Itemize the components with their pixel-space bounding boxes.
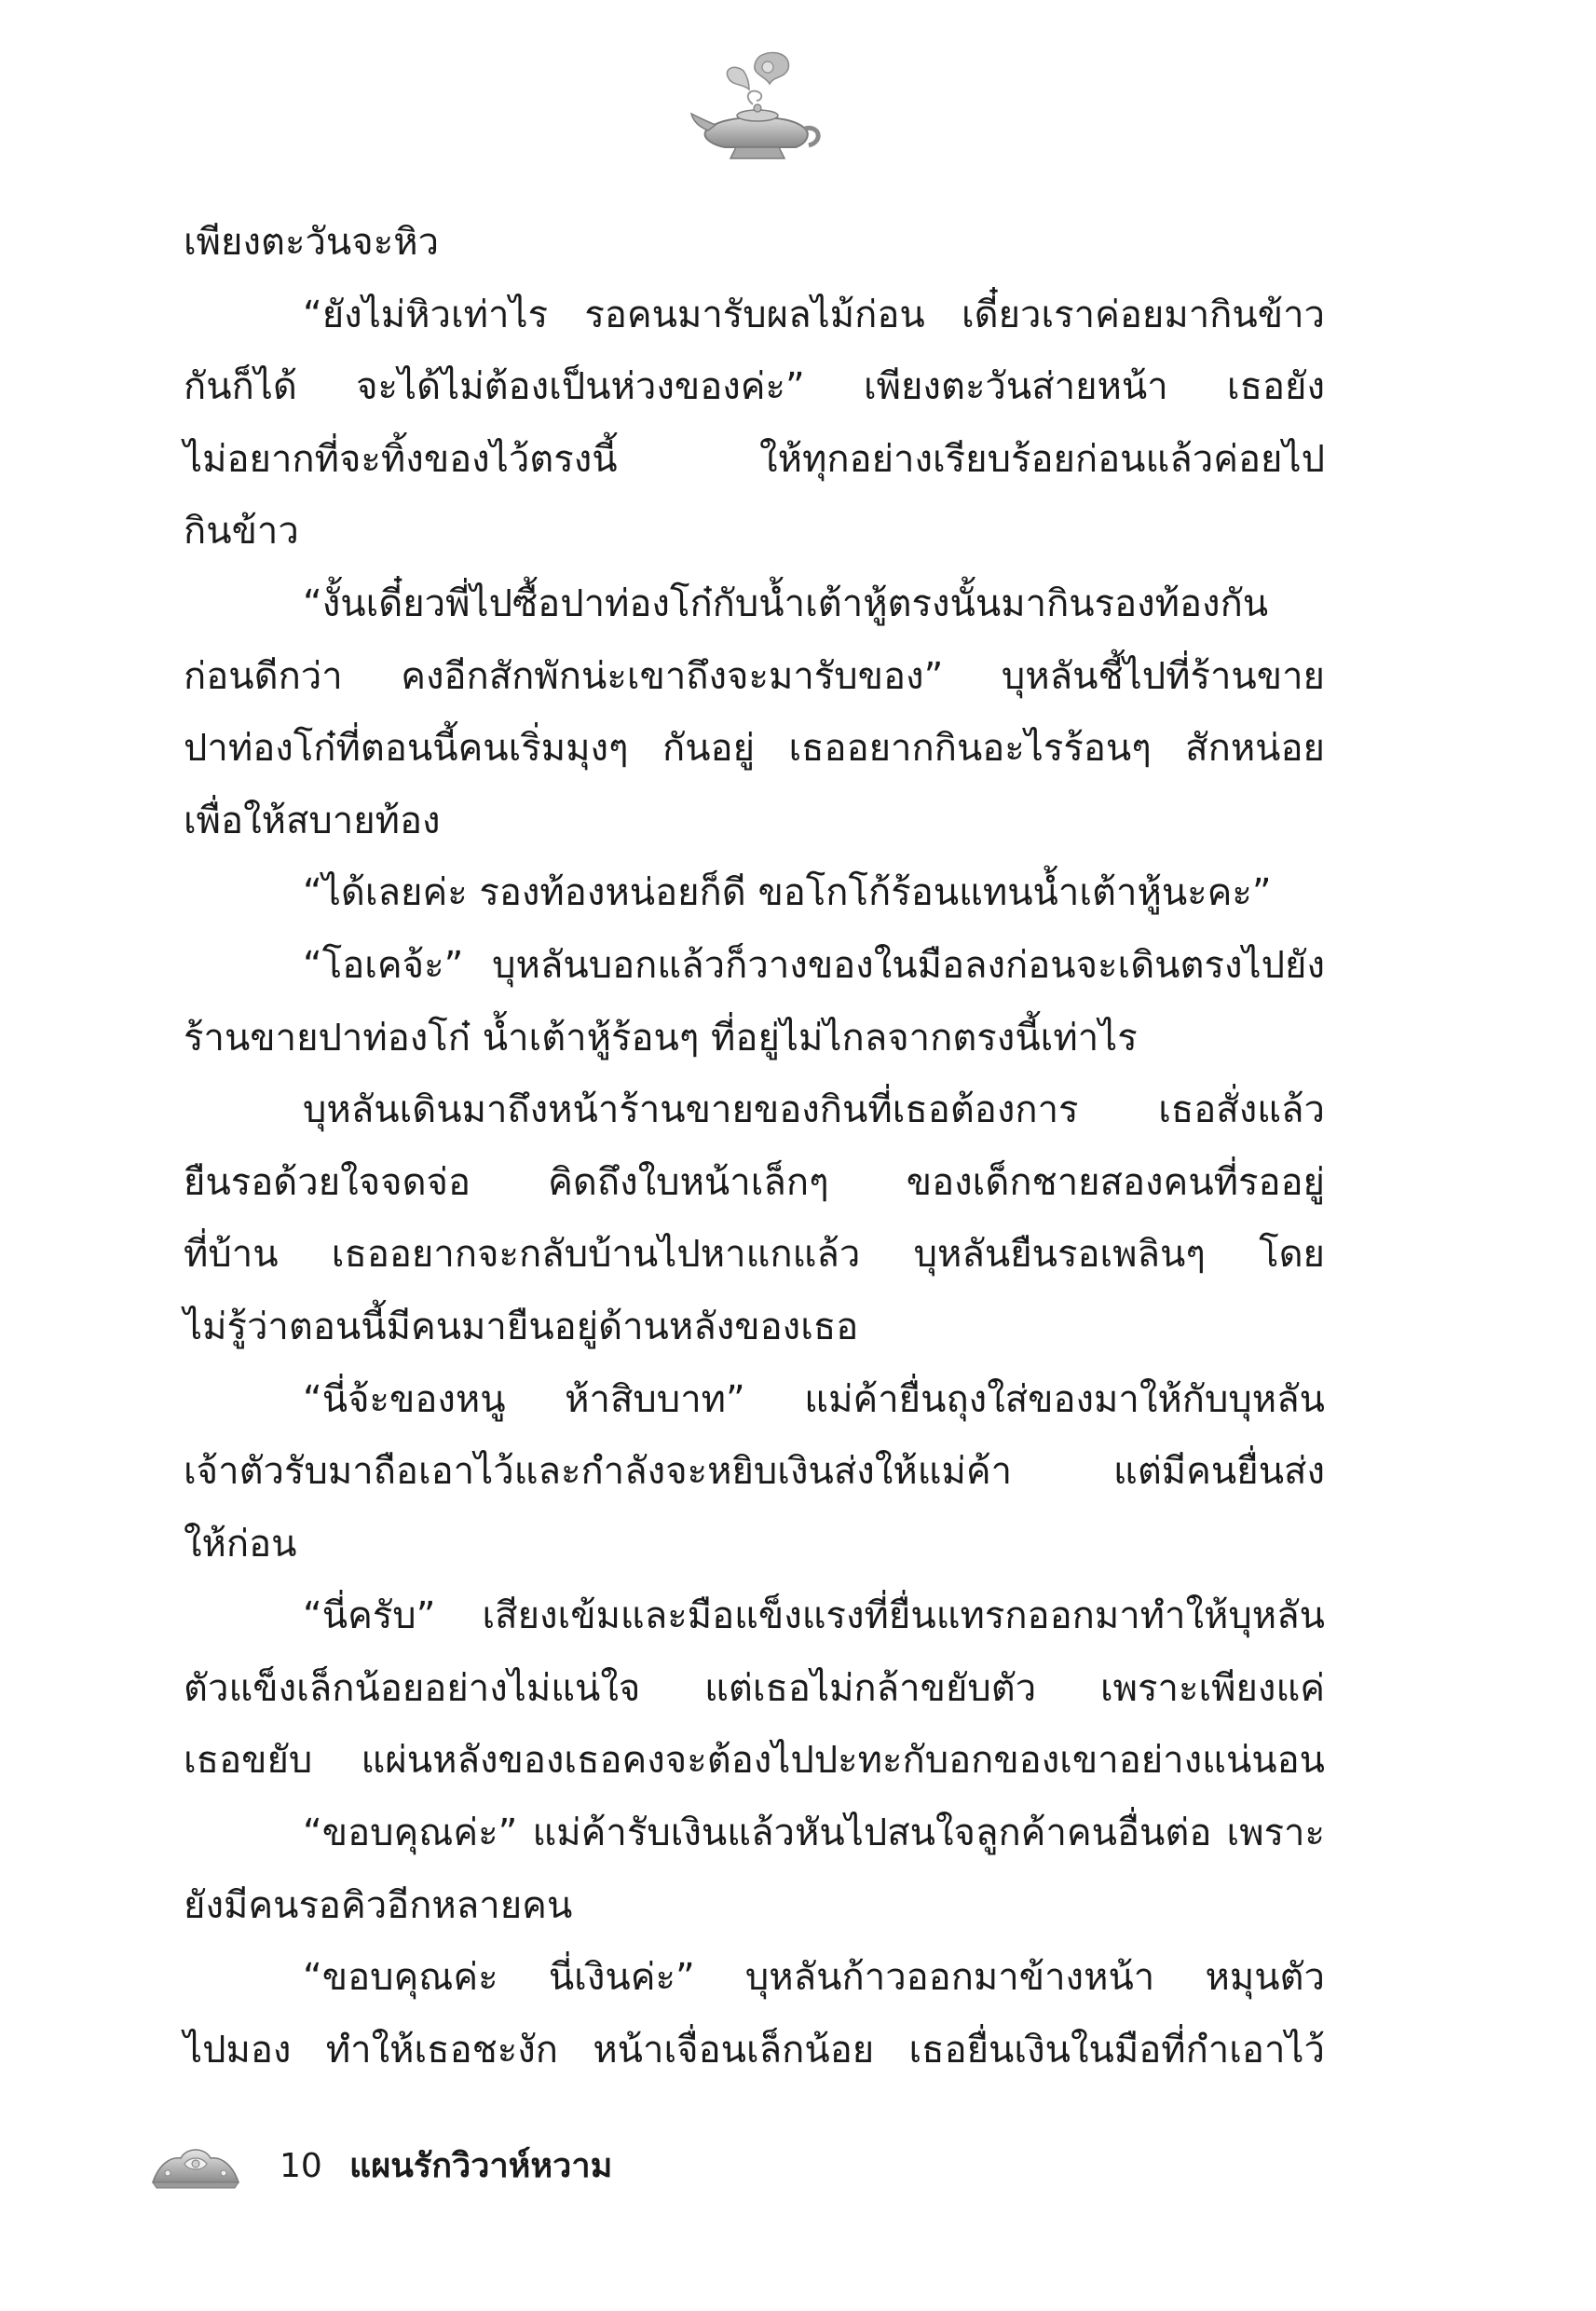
text-line: กันก็ได้ จะได้ไม่ต้องเป็นห่วงของค่ะ” เพียงตะวันส่ายหน้า เธอยัง bbox=[184, 365, 1325, 409]
text-line: ไม่รู้ว่าตอนนี้มีคนมายืนอยู่ด้านหลังของเธอ bbox=[184, 1305, 859, 1348]
text-line: ก่อนดีกว่า คงอีกสักพักน่ะเขาถึงจะมารับของ” บุหลันชี้ไปที่ร้านขาย bbox=[184, 654, 1325, 698]
text-line: ที่บ้าน เธออยากจะกลับบ้านไปหาแกแล้ว บุหลันยืนรอเพลินๆ โดย bbox=[184, 1233, 1325, 1277]
page-footer bbox=[149, 2134, 894, 2208]
text-line: “ได้เลยค่ะ รองท้องหน่อยก็ดี ขอโกโก้ร้อนแทนน้ำเต้าหู้นะคะ” bbox=[303, 871, 1272, 915]
text-line: เพียงตะวันจะหิว bbox=[184, 221, 440, 264]
genie-lamp-emblem-icon bbox=[688, 48, 827, 170]
text-line: “ขอบคุณค่ะ นี่เงินค่ะ” บุหลันก้าวออกมาข้างหน้า หมุนตัว bbox=[303, 1956, 1325, 2000]
text-line: กินข้าว bbox=[184, 510, 299, 554]
text-line: “ขอบคุณค่ะ” แม่ค้ารับเงินแล้วหันไปสนใจลูกค้าคนอื่นต่อ เพราะ bbox=[303, 1812, 1325, 1855]
text-line: “นี่จ้ะของหนู ห้าสิบบาท” แม่ค้ายื่นถุงใส่ของมาให้กับบุหลัน bbox=[303, 1377, 1325, 1421]
text-line: ยังมีคนรอคิวอีกหลายคน bbox=[184, 1883, 573, 1927]
text-line: เพื่อให้สบายท้อง bbox=[184, 799, 441, 842]
text-line: ยืนรอด้วยใจจดจ่อ คิดถึงใบหน้าเล็กๆ ของเด็กชายสองคนที่รออยู่ bbox=[184, 1160, 1325, 1204]
text-line: ปาท่องโก๋ที่ตอนนี้คนเริ่มมุงๆ กันอยู่ เธออยากกินอะไรร้อนๆ สักหน่อย bbox=[184, 727, 1325, 771]
body-text bbox=[184, 207, 1325, 2086]
book-title: แผนรักวิวาห์หวาม bbox=[349, 2147, 613, 2185]
text-line: ตัวแข็งเล็กน้อยอย่างไม่แน่ใจ แต่เธอไม่กล้าขยับตัว เพราะเพียงแค่ bbox=[184, 1666, 1325, 1710]
text-line: “นี่ครับ” เสียงเข้มและมือแข็งแรงที่ยื่นแทรกออกมาทำให้บุหลัน bbox=[303, 1594, 1325, 1638]
text-line: ร้านขายปาท่องโก๋ น้ำเต้าหู้ร้อนๆ ที่อยู่ไม่ไกลจากตรงนี้เท่าไร bbox=[184, 1016, 1138, 1060]
text-line: ไปมอง ทำให้เธอชะงัก หน้าเจื่อนเล็กน้อย เธอยื่นเงินในมือที่กำเอาไว้ bbox=[184, 2028, 1325, 2072]
text-line: “โอเคจ้ะ” บุหลันบอกแล้วก็วางของในมือลงก่อนจะเดินตรงไปยัง bbox=[303, 943, 1325, 987]
tiara-crown-icon bbox=[149, 2138, 242, 2194]
text-line: “ยังไม่หิวเท่าไร รอคนมารับผลไม้ก่อน เดี๋ยวเราค่อยมากินข้าว bbox=[303, 293, 1325, 336]
text-line: บุหลันเดินมาถึงหน้าร้านขายของกินที่เธอต้องการ เธอสั่งแล้ว bbox=[303, 1088, 1325, 1132]
text-line: ให้ก่อน bbox=[184, 1522, 297, 1566]
text-line: ไม่อยากที่จะทิ้งของไว้ตรงนี้ ให้ทุกอย่างเรียบร้อยก่อนแล้วค่อยไป bbox=[184, 437, 1325, 481]
text-line: เจ้าตัวรับมาถือเอาไว้และกำลังจะหยิบเงินส่งให้แม่ค้า แต่มีคนยื่นส่ง bbox=[184, 1450, 1325, 1494]
text-line: “งั้นเดี๋ยวพี่ไปซื้อปาท่องโก๋กับน้ำเต้าหู้ตรงนั้นมากินรองท้องกัน bbox=[303, 581, 1269, 625]
text-line: เธอขยับ แผ่นหลังของเธอคงจะต้องไปปะทะกับอกของเขาอย่างแน่นอน bbox=[184, 1739, 1325, 1783]
page-number: 10 bbox=[280, 2147, 322, 2185]
